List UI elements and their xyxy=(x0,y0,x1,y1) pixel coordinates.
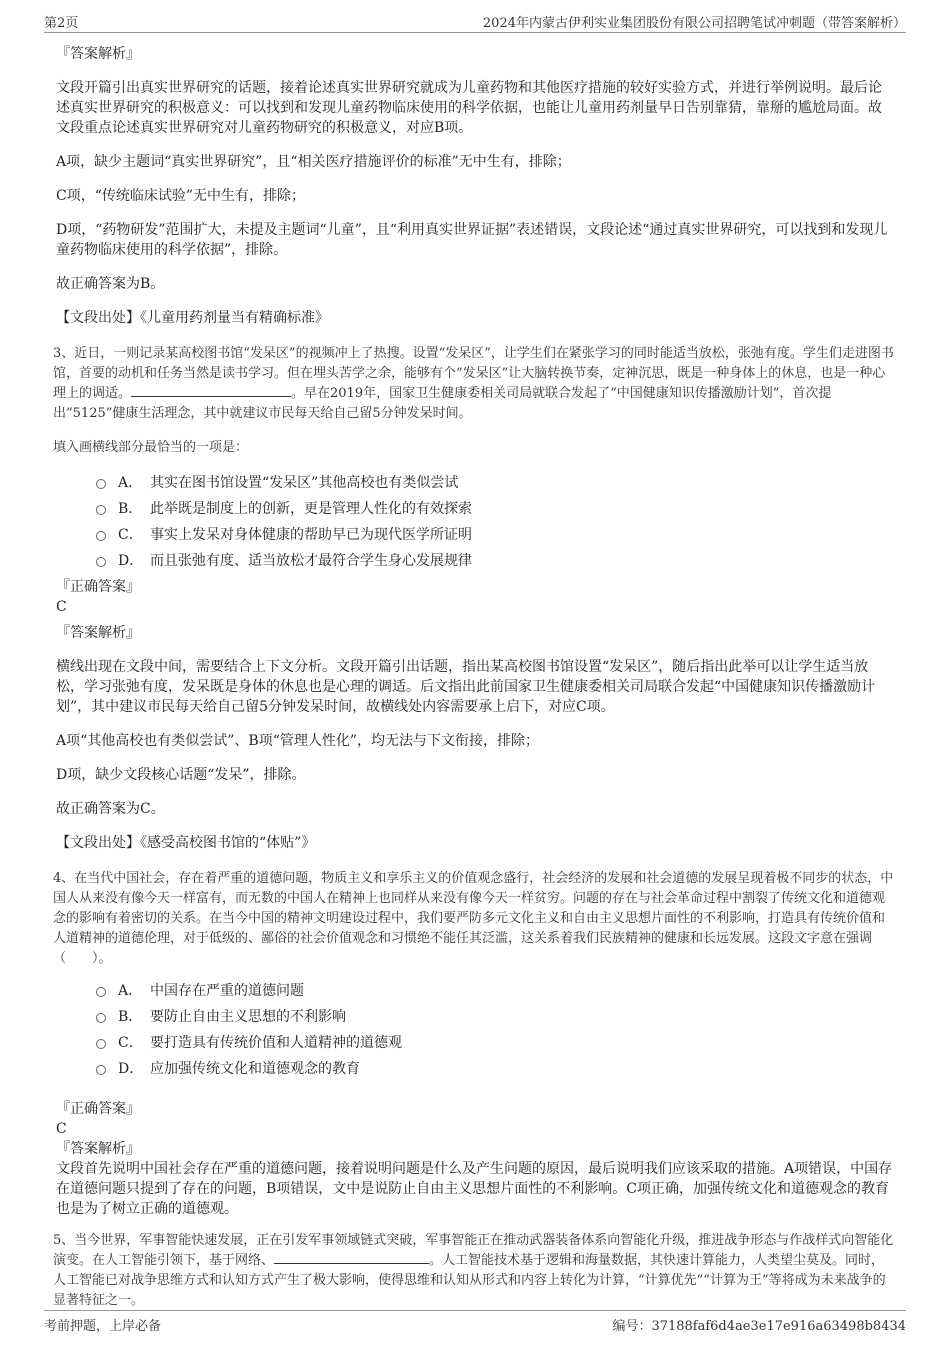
page-number: 第2页 xyxy=(44,16,79,31)
radio-icon[interactable] xyxy=(96,531,106,541)
correct-answer: C xyxy=(56,599,67,615)
analysis-paragraph: D项，缺少文段核心话题“发呆”，排除。 xyxy=(56,767,306,783)
analysis-conclusion: 故正确答案为B。 xyxy=(56,276,165,292)
question-3 xyxy=(53,344,894,853)
radio-icon[interactable] xyxy=(96,1039,106,1049)
radio-icon[interactable] xyxy=(96,987,106,997)
page-footer xyxy=(44,1310,906,1335)
fill-blank xyxy=(274,1251,429,1264)
analysis-paragraph: D项，“药物研发”范围扩大，未提及主题词“儿童”，且“利用真实世界证据”表述错误，文段论述“通过真实世界研究，可以找到和发现儿童药物临床使用的科学依据”，排除。 xyxy=(56,222,888,258)
radio-icon[interactable] xyxy=(96,1065,106,1075)
question-4 xyxy=(53,869,894,1219)
question-5 xyxy=(53,1231,894,1311)
options-list xyxy=(96,977,894,1081)
radio-icon[interactable] xyxy=(96,1013,106,1023)
option-a[interactable]: A． 其实在图书馆设置“发呆区”其他高校也有类似尝试 xyxy=(96,469,894,495)
analysis-paragraph: 文段开篇引出真实世界研究的话题，接着论述真实世界研究就成为儿童药物和其他医疗措施的较好实验方式，并进行举例说明。最后论述真实世界研究的积极意义：可以找到和发现儿童药物临床使用的科学依据，也能让儿童用药剂量早日告别靠猜，靠掰的尴尬局面。故文段重点论述真实世界研究对儿童药物研究的积极意义，对应B项。 xyxy=(56,80,882,136)
page-header xyxy=(44,10,906,33)
question-text: 4、在当代中国社会，存在着严重的道德问题，物质主义和享乐主义的价值观念盛行，社会经济的发展和社会道德的发展呈现着极不同步的状态，中国人从来没有像今天一样富有，而无数的中国人在精神上也同样从来没有像今天一样贫穷。问题的存在与社会革命过程中割裂了传统文化和道德观念的影响有着密切的关系。在当今中国的精神文明建设过程中，我们要严防多元文化主义和自由主义思想片面性的不利影响，打造具有传统价值和人道精神的道德伦理，对于低级的、鄙俗的社会价值观念和习惯绝不能任其泛滥，这关系着我们民族精神的健康和长远发展。这段文字意在强调（ ）。 xyxy=(53,871,894,966)
radio-icon[interactable] xyxy=(96,557,106,567)
analysis-label: 『答案解析』 xyxy=(56,46,140,62)
options-list xyxy=(96,469,894,573)
analysis-paragraph: A项，缺少主题词“真实世界研究”，且“相关医疗措施评价的标准”无中生有，排除； xyxy=(56,154,571,170)
option-d[interactable]: D． 应加强传统文化和道德观念的教育 xyxy=(96,1055,894,1081)
source-citation: 【文段出处】《感受高校图书馆的“体贴”》 xyxy=(56,835,316,851)
analysis-label: 『答案解析』 xyxy=(56,625,140,641)
fill-blank xyxy=(131,384,291,397)
option-c[interactable]: C． 要打造具有传统价值和人道精神的道德观 xyxy=(96,1029,894,1055)
answer-section xyxy=(56,1099,894,1219)
page-content xyxy=(53,44,894,1321)
correct-answer-label: 『正确答案』 xyxy=(56,579,140,595)
source-citation: 【文段出处】《儿童用药剂量当有精确标准》 xyxy=(56,310,329,326)
option-d[interactable]: D． 而且张弛有度、适当放松才最符合学生身心发展规律 xyxy=(96,547,894,573)
correct-answer: C xyxy=(56,1121,67,1137)
analysis-paragraph: 横线出现在文段中间，需要结合上下文分析。文段开篇引出话题，指出某高校图书馆设置“发呆区”，随后指出此举可以让学生适当放松，学习张弛有度，发呆既是身体的休息也是心理的调适。后文指出此前国家卫生健康委相关司局联合发起“中国健康知识传播激励计划”，其中建议市民每天给自己留5分钟发呆时间，故横线处内容需要承上启下，对应C项。 xyxy=(56,659,876,715)
analysis-paragraph: C项，“传统临床试验”无中生有，排除； xyxy=(56,188,306,204)
question-prompt: 填入画横线部分最恰当的一项是： xyxy=(53,440,249,455)
document-code: 编号：37188faf6d4ae3e17e916a63498b8434 xyxy=(612,1319,906,1334)
option-b[interactable]: B． 要防止自由主义思想的不利影响 xyxy=(96,1003,894,1029)
radio-icon[interactable] xyxy=(96,505,106,515)
previous-analysis xyxy=(56,44,894,328)
question-text: 3、近日，一则记录某高校图书馆“发呆区”的视频冲上了热搜。设置“发呆区”，让学生们在紧张学习的同时能适当放松，张弛有度。学生们走进图书馆，首要的动机和任务当然是读书学习。但在埋头苦学之余，能够有个“发呆区”让大脑转换节奏，定神沉思，既是一种身体上的休息，也是一种心理上的调适。 。早在2019年，国家卫生健康委相关司局就联合发起了“中国健康知识传播激励计划”，首次提出“5125”健康生活理念，其中就建议市民每天给自己留5分钟发呆时间。 xyxy=(53,346,894,421)
analysis-conclusion: 故正确答案为C。 xyxy=(56,801,165,817)
analysis-paragraph: 文段首先说明中国社会存在严重的道德问题，接着说明问题是什么及产生问题的原因，最后说明我们应该采取的措施。A项错误，中国存在道德问题只提到了存在的问题，B项错误，文中是说防止自由主义思想片面性的不利影响。C项正确，加强传统文化和道德观念的教育也是为了树立正确的道德观。 xyxy=(56,1161,893,1217)
option-b[interactable]: B． 此举既是制度上的创新，更是管理人性化的有效探索 xyxy=(96,495,894,521)
footer-slogan: 考前押题，上岸必备 xyxy=(44,1319,162,1334)
answer-section xyxy=(56,577,894,853)
analysis-label: 『答案解析』 xyxy=(56,1141,140,1157)
document-title: 2024年内蒙古伊利实业集团股份有限公司招聘笔试冲刺题（带答案解析） xyxy=(482,16,906,31)
option-a[interactable]: A． 中国存在严重的道德问题 xyxy=(96,977,894,1003)
question-text: 5、当今世界，军事智能快速发展，正在引发军事领域链式突破，军事智能正在推动武器装备体系向智能化升级，推进战争形态与作战样式向智能化演变。在人工智能引领下，基于网络、 。人工智能技术基于逻辑和海量数据，其快速计算能力，人类望尘莫及。同时，人工智能已对战争思维方式和认知方式产生了极大影响，使得思维和认知从形式和内容上转化为计算，“计算优先”“计算为王”等将成为未来战争的显著特征之一。 xyxy=(53,1233,894,1308)
correct-answer-label: 『正确答案』 xyxy=(56,1101,140,1117)
option-c[interactable]: C． 事实上发呆对身体健康的帮助早已为现代医学所证明 xyxy=(96,521,894,547)
radio-icon[interactable] xyxy=(96,479,106,489)
analysis-paragraph: A项“其他高校也有类似尝试”、B项“管理人性化”，均无法与下文衔接，排除； xyxy=(56,733,540,749)
